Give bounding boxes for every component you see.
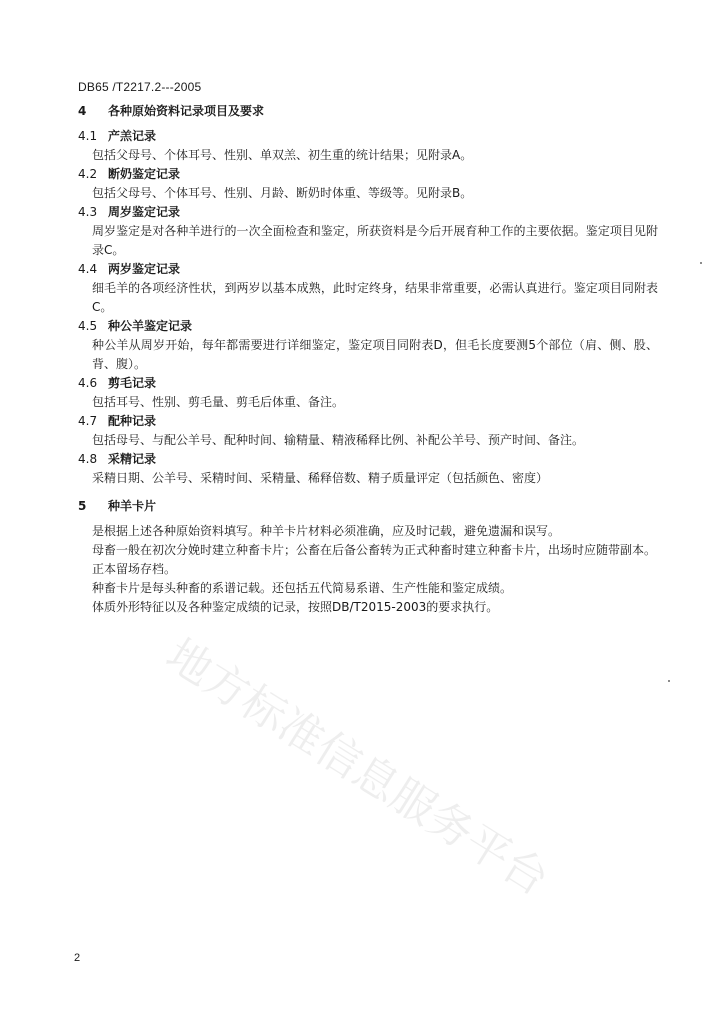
subsection-title: 配种记录: [108, 414, 157, 428]
watermark: 地方标准信息服务平台: [157, 629, 558, 906]
subsection-4-8: [78, 450, 658, 488]
subsection-number: 4.2: [78, 167, 98, 181]
section-5-paragraph: 种畜卡片是每头种畜的系谱记载。还包括五代简易系谱、生产性能和鉴定成绩。: [92, 581, 513, 595]
section-5-paragraph: 母畜一般在初次分娩时建立种畜卡片；公畜在后备公畜转为正式种畜时建立种畜卡片，出场时应随带副本。正本留场存档。: [92, 543, 657, 576]
subsection-4-6: [78, 374, 658, 412]
subsection-title: 种公羊鉴定记录: [108, 319, 193, 333]
document-body: [78, 101, 658, 617]
subsection-number: 4.6: [78, 376, 98, 390]
subsection-text: 周岁鉴定是对各种羊进行的一次全面检查和鉴定，所获资料是今后开展育种工作的主要依据。鉴定项目见附录C。: [92, 224, 658, 257]
subsection-title: 采精记录: [108, 452, 157, 466]
subsection-number: 4.4: [78, 262, 98, 276]
subsection-4-7: [78, 412, 658, 450]
subsection-number: 4.1: [78, 129, 98, 143]
subsection-title: 产羔记录: [108, 129, 157, 143]
subsection-title: 剪毛记录: [108, 376, 157, 390]
subsection-text: 包括父母号、个体耳号、性别、月龄、断奶时体重、等级等。见附录B。: [92, 186, 473, 200]
subsection-4-1: [78, 127, 658, 165]
subsection-text: 包括母号、与配公羊号、配种时间、输精量、精液稀释比例、补配公羊号、预产时间、备注。: [92, 433, 585, 447]
subsection-number: 4.7: [78, 414, 98, 428]
subsection-number: 4.8: [78, 452, 98, 466]
scan-speck: [700, 262, 702, 264]
subsection-4-3: [78, 203, 658, 260]
subsection-number: 4.3: [78, 205, 98, 219]
section-4-heading: [78, 101, 658, 121]
subsection-text: 包括耳号、性别、剪毛量、剪毛后体重、备注。: [92, 395, 345, 409]
section-title: 各种原始资料记录项目及要求: [108, 104, 265, 118]
section-5-paragraph: 体质外形特征以及各种鉴定成绩的记录，按照DB/T2015-2003的要求执行。: [92, 600, 499, 614]
subsection-4-5: [78, 317, 658, 374]
document-code: DB65 /T2217.2---2005: [78, 80, 202, 94]
subsection-4-4: [78, 260, 658, 317]
subsection-number: 4.5: [78, 319, 98, 333]
subsection-4-2: [78, 165, 658, 203]
subsection-title: 两岁鉴定记录: [108, 262, 181, 276]
subsection-title: 断奶鉴定记录: [108, 167, 181, 181]
section-number: 4: [78, 104, 87, 118]
section-title: 种羊卡片: [108, 499, 157, 513]
subsection-text: 种公羊从周岁开始，每年都需要进行详细鉴定，鉴定项目同附表D，但毛长度要测5个部位（肩、侧、股、背、腹）。: [92, 338, 658, 371]
section-5-heading: [78, 496, 658, 516]
section-number: 5: [78, 499, 87, 513]
page-number: 2: [74, 952, 81, 964]
subsection-text: 采精日期、公羊号、采精时间、采精量、稀释倍数、精子质量评定（包括颜色、密度）: [92, 471, 549, 485]
section-5-paragraph: 是根据上述各种原始资料填写。种羊卡片材料必须准确，应及时记载，避免遗漏和误写。: [92, 524, 561, 538]
subsection-title: 周岁鉴定记录: [108, 205, 181, 219]
subsection-text: 包括父母号、个体耳号、性别、单双羔、初生重的统计结果；见附录A。: [92, 148, 473, 162]
subsection-text: 细毛羊的各项经济性状，到两岁以基本成熟，此时定终身，结果非常重要，必需认真进行。鉴定项目同附表C。: [92, 281, 658, 314]
scan-speck: [668, 680, 670, 682]
